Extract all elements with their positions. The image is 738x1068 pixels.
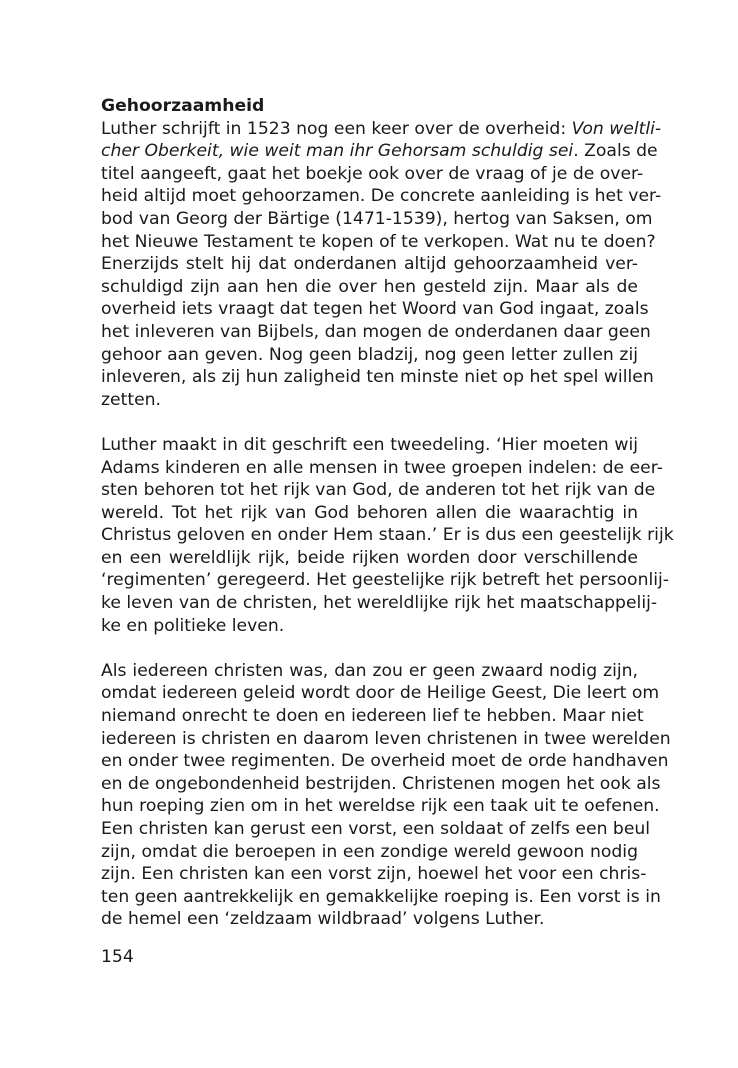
text-line: bod van Georg der Bärtige (1471-1539), hertog van Saksen, om	[101, 208, 653, 229]
text-line: gehoor aan geven. Nog geen bladzij, nog geen letter zullen zij	[101, 344, 638, 365]
text-line: ‘regimenten’ geregeerd. Het geestelijke rijk betreft het persoonlij-	[101, 570, 669, 591]
section-heading: Gehoorzaamheid	[101, 96, 265, 116]
text-line: Een christen kan gerust een vorst, een soldaat of zelfs een beul	[101, 819, 651, 839]
text-line: Als iedereen christen was, dan zou er geen zwaard nodig zijn,	[101, 660, 638, 681]
book-page	[101, 95, 674, 931]
text-line: omdat iedereen geleid wordt door de Heilige Geest, Die leert om	[101, 683, 660, 704]
text-line: zijn. Een christen kan een vorst zijn, hoewel het voor een chris-	[101, 864, 647, 885]
text-line: Enerzijds stelt hij dat onderdanen altijd gehoorzaamheid ver-	[101, 254, 638, 275]
text-line: schuldigd zijn aan hen die over hen gesteld zijn. Maar als de	[101, 276, 638, 297]
text-line: ten geen aantrekkelijk en gemakkelijke roeping is. Een vorst is in	[101, 886, 661, 907]
text-run: Luther schrijft in 1523 nog een keer over de overheid:	[101, 118, 572, 139]
text-line: ke en politieke leven.	[101, 615, 285, 636]
book-title-italic: Von weltli-	[571, 118, 662, 139]
text-line: en onder twee regimenten. De overheid moet de orde handhaven	[101, 751, 669, 772]
text-line	[101, 140, 658, 163]
text-line: overheid iets vraagt dat tegen het Woord van God ingaat, zoals	[101, 299, 649, 320]
text-line: en de ongebondenheid bestrijden. Christenen mogen het ook als	[101, 773, 661, 794]
text-line: iedereen is christen en daarom leven christenen in twee werelden	[101, 728, 671, 749]
text-line: niemand onrecht te doen en iedereen lief te hebben. Maar niet	[101, 706, 644, 727]
text-line: zetten.	[101, 389, 162, 410]
text-line: Christus geloven en onder Hem staan.’ Er is dus een geestelijk rijk	[101, 525, 674, 546]
text-line: hun roeping zien om in het wereldse rijk een taak uit te oefenen.	[101, 796, 660, 817]
text-line: heid altijd moet gehoorzamen. De concrete aanleiding is het ver-	[101, 186, 662, 207]
text-line: zijn, omdat die beroepen in een zondige wereld gewoon nodig	[101, 841, 638, 862]
text-line: sten behoren tot het rijk van God, de anderen tot het rijk van de	[101, 480, 656, 501]
text-line: het Nieuwe Testament te kopen of te verkopen. Wat nu te doen?	[101, 231, 656, 252]
text-line	[101, 118, 662, 141]
text-line: de hemel een ‘zeldzaam wildbraad’ volgens Luther.	[101, 909, 545, 930]
text-line: wereld. Tot het rijk van God behoren allen die waarachtig in	[101, 502, 638, 523]
text-line: Luther maakt in dit geschrift een tweedeling. ‘Hier moeten wij	[101, 434, 638, 455]
text-line: het inleveren van Bijbels, dan mogen de onderdanen daar geen	[101, 321, 651, 342]
paragraph-3	[101, 660, 671, 931]
book-title-italic: cher Oberkeit, wie weit man ihr Gehorsam schuldig sei	[101, 141, 574, 162]
text-line: inleveren, als zij hun zaligheid ten minste niet op het spel willen	[101, 367, 654, 388]
text-line: en een wereldlijk rijk, beide rijken worden door verschillende	[101, 547, 638, 568]
text-line: ke leven van de christen, het wereldlijke rijk het maatschappelij-	[101, 593, 658, 614]
paragraph-1	[101, 118, 662, 412]
text-line: titel aangeeft, gaat het boekje ook over de vraag of je de over-	[101, 163, 644, 184]
text-run: . Zoals de	[573, 141, 658, 162]
page-number: 154	[101, 947, 134, 967]
text-line: Adams kinderen en alle mensen in twee groepen indelen: de eer-	[101, 457, 663, 478]
paragraph-2	[101, 434, 674, 637]
